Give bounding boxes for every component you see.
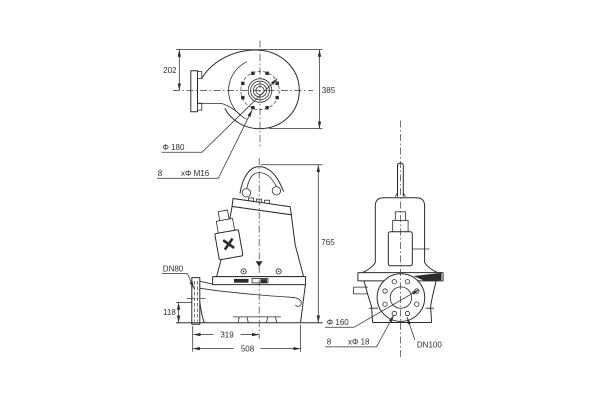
- handle-knob-left: [242, 189, 250, 197]
- pump-front-view: [162, 158, 335, 353]
- discharge-bore: [390, 287, 411, 308]
- bolt: [251, 72, 254, 75]
- volute-top-view: [157, 41, 336, 179]
- bolt-hole: [383, 302, 387, 306]
- suction-flange-plate: [191, 71, 198, 112]
- bolt-hole: [392, 280, 396, 284]
- dimension-118: [163, 303, 192, 323]
- dimension-text: 319: [220, 330, 234, 340]
- bolt-hole: [392, 311, 396, 315]
- dimension-text: 765: [321, 238, 335, 248]
- label-discharge-dn80: [162, 265, 194, 289]
- bolt: [265, 106, 268, 109]
- bolt-hole: [405, 280, 409, 284]
- dimension-319: [193, 330, 259, 340]
- bolt-hole: [405, 311, 409, 315]
- dimension-text: 385: [321, 85, 336, 95]
- dimension-text: 508: [240, 344, 255, 354]
- leader-line: [162, 274, 194, 289]
- bolt: [276, 96, 279, 99]
- bolt: [241, 96, 244, 99]
- volute-contour-curve: [200, 288, 301, 306]
- bolt: [265, 72, 268, 75]
- label-text: DN100: [416, 340, 442, 350]
- clamp-band-wedge: [414, 273, 442, 281]
- volute-right-side: [431, 281, 437, 323]
- bolt: [241, 82, 244, 85]
- clamp-band-dark-segment: [261, 279, 268, 283]
- dimension-508: [193, 344, 301, 354]
- bolt-hole: [383, 289, 387, 293]
- label-size-text: xΦ M16: [181, 168, 210, 178]
- leader-line: [407, 317, 415, 340]
- bolt-hole: [415, 302, 419, 306]
- clamp-band-dark-segment: [234, 279, 249, 283]
- bolt: [276, 82, 279, 85]
- label-count-text: 8: [326, 337, 332, 347]
- handle-knob-right: [272, 187, 280, 195]
- suction-flange-tab-bottom: [198, 103, 202, 110]
- dimension-text: 202: [163, 65, 177, 75]
- label-text: DN80: [162, 264, 184, 274]
- suction-flange-tab-top: [198, 72, 202, 79]
- label-text: Φ 160: [326, 317, 349, 327]
- label-size-text: xΦ 18: [348, 337, 370, 347]
- dimension-text: 118: [163, 308, 176, 318]
- discharge-flange-plate: [192, 278, 200, 325]
- label-text: Φ 180: [162, 142, 185, 152]
- label-count-text: 8: [157, 168, 163, 178]
- volute-neck-top: [200, 281, 213, 284]
- band-bolt-right-dot: [278, 271, 280, 273]
- pump-side-view: [325, 121, 443, 358]
- base-leg-tick: [238, 317, 277, 323]
- volute-left-foot: [200, 302, 204, 323]
- band-bolt-left-dot: [243, 271, 245, 273]
- bolt: [251, 106, 254, 109]
